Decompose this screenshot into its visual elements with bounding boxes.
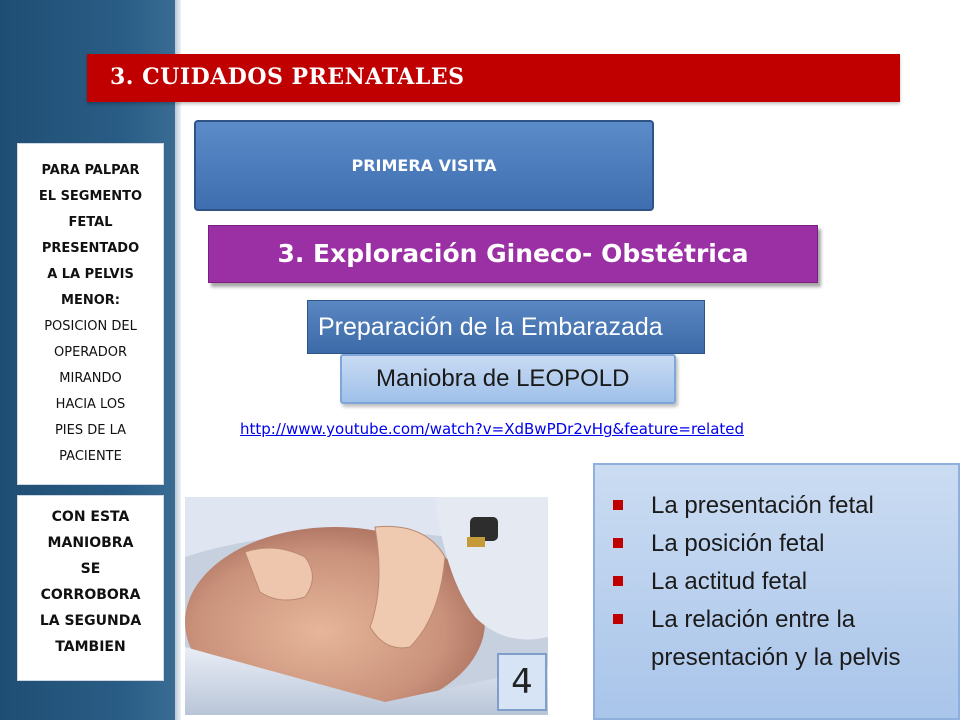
list-item-text: La posición fetal [651, 530, 825, 557]
side-note-line: PACIENTE [59, 449, 122, 464]
bullet-square-icon [613, 614, 623, 624]
page-title: 3. CUIDADOS PRENATALES [110, 64, 465, 90]
side-note-line: FETAL [68, 215, 113, 230]
side-note-line: MIRANDO [59, 371, 122, 386]
bullet-square-icon [613, 538, 623, 548]
side-note-line: A LA PELVIS [47, 267, 134, 282]
video-link[interactable]: http://www.youtube.com/watch?v=XdBwPDr2vHg&feature=related [240, 420, 745, 438]
visit-box: PRIMERA VISITA [194, 120, 654, 211]
exam-heading: 3. Exploración Gineco- Obstétrica [208, 225, 818, 283]
side-note-line: CORROBORA [40, 587, 141, 603]
side-note-line: PIES DE LA [54, 423, 127, 438]
side-note-line: CON ESTA [51, 509, 130, 525]
abdominal-palpation-photo [185, 497, 548, 715]
side-note-line: TAMBIEN [55, 639, 126, 655]
side-note-line: LA SEGUNDA [39, 613, 142, 629]
photo-number-badge: 4 [497, 653, 547, 711]
findings-list [595, 465, 958, 677]
bullet-square-icon [613, 500, 623, 510]
side-note-line: POSICION DEL [44, 319, 137, 334]
list-item [613, 487, 941, 525]
side-note-line: HACIA LOS [55, 397, 126, 412]
side-note-line: EL SEGMENTO [38, 189, 143, 204]
leopold-findings-box [593, 463, 960, 720]
side-note-line: OPERADOR [54, 345, 127, 360]
side-note-line: MANIOBRA [47, 535, 134, 551]
list-item-text: La actitud fetal [651, 568, 808, 595]
side-note-line: PARA PALPAR [41, 163, 140, 178]
side-note-line: MENOR: [61, 293, 120, 308]
bullet-square-icon [613, 576, 623, 586]
sidebar-edge [175, 0, 181, 720]
list-item [613, 563, 941, 601]
list-item [613, 525, 941, 563]
preparation-box: Preparación de la Embarazada [307, 300, 705, 354]
list-item [613, 601, 941, 677]
side-note-maneuver [17, 495, 164, 681]
leopold-maneuver-box: Maniobra de LEOPOLD [340, 354, 676, 404]
list-item-text: La presentación fetal [651, 492, 874, 519]
list-item-text: La relación entre la presentación y la pelvis [651, 606, 901, 671]
title-bar [87, 54, 900, 102]
side-note-palpation [17, 143, 164, 485]
side-note-line: PRESENTADO [41, 241, 140, 256]
side-note-line: SE [80, 561, 101, 577]
